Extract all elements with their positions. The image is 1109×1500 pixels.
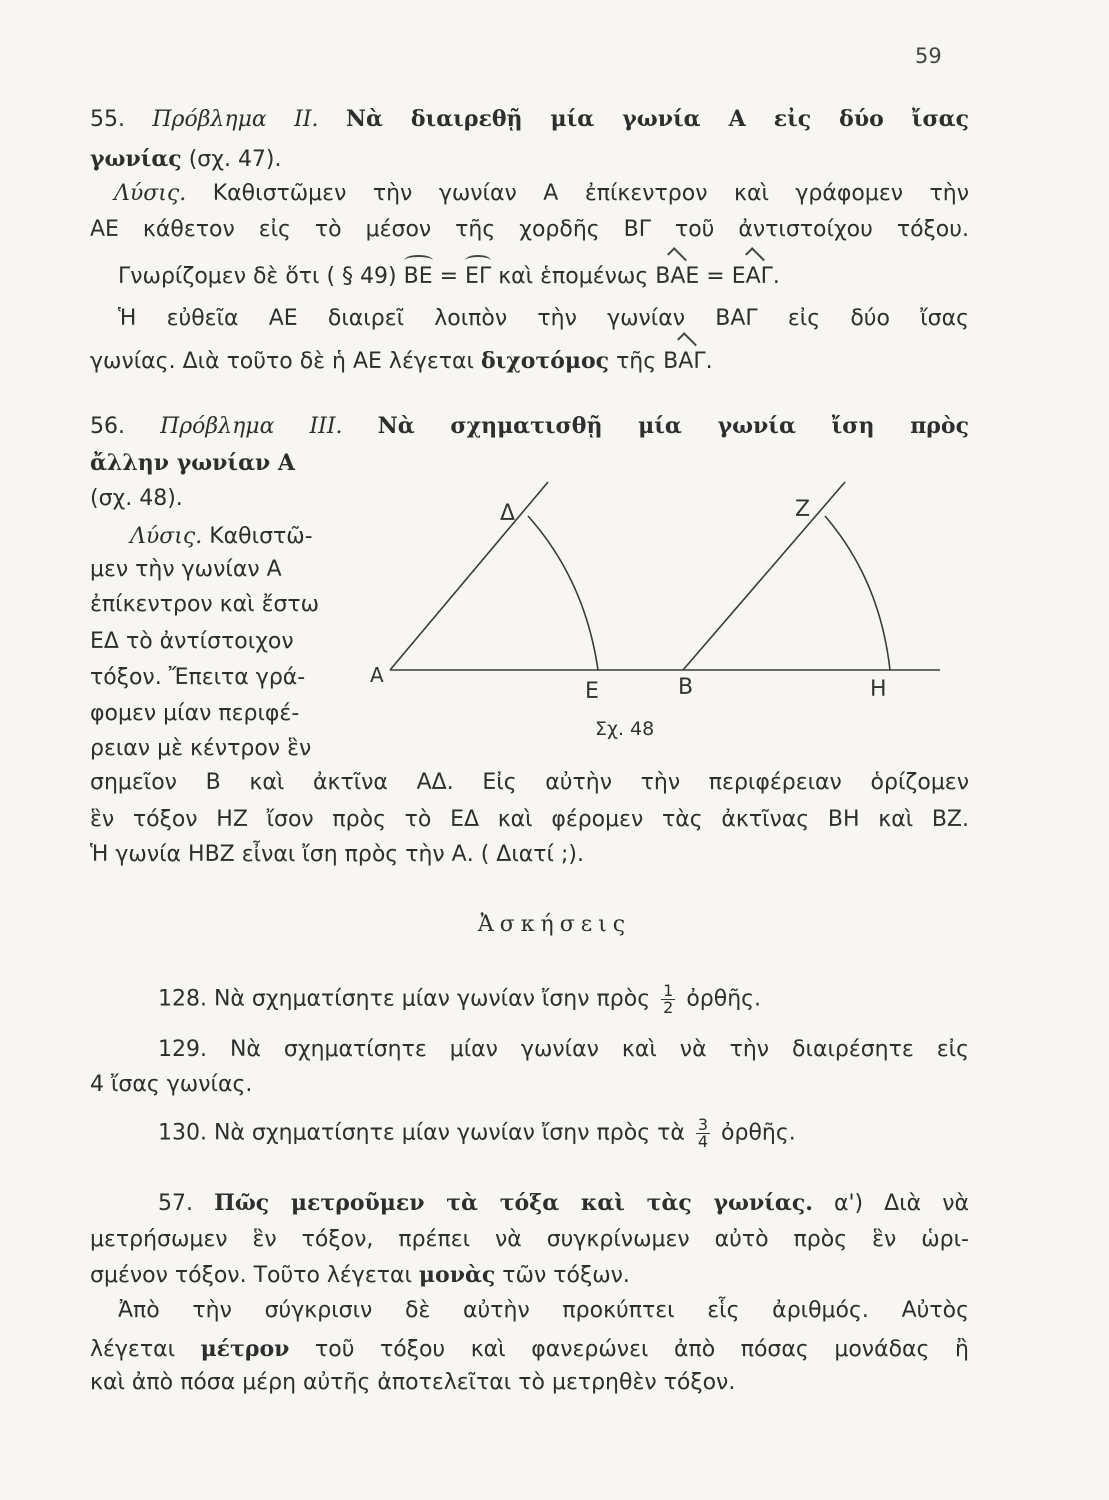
term-dichotomos: διχοτόμος (480, 348, 610, 374)
label-z: Ζ (795, 497, 811, 522)
sec55-text-5c: τῆς (616, 349, 657, 374)
sec57-text-1: α') Διὰ νὰ (833, 1191, 970, 1216)
exercise-130 (158, 1117, 969, 1150)
sec56-wrap-text-3: ἐπίκεντρον καὶ ἔστω (90, 592, 320, 617)
sec56-line9 (90, 805, 969, 835)
sec56-ref-line (90, 484, 183, 514)
sec57-text-5c: τοῦ τόξου καὶ φανερώνει ἀπὸ πόσας μονάδας ἢ (315, 1337, 969, 1362)
angle-eag: ΕΑΓ. (732, 262, 780, 292)
exercise-129-cont (90, 1070, 969, 1100)
fraction-one-half (661, 983, 675, 1016)
fraction-130-numerator: 3 (697, 1115, 709, 1134)
sec56-wrap-text-2: μεν τὴν γωνίαν Α (90, 557, 282, 582)
sec56-text-8: σημεῖον Β καὶ ἀκτῖνα ΑΔ. Εἰς αὐτὴν τὴν περιφέρειαν ὁρίζομεν (90, 770, 969, 795)
sec56-wrap5 (90, 663, 305, 693)
term-monas: μονὰς (418, 1262, 496, 1288)
exercise-128 (158, 983, 969, 1016)
exercise-129-cont-text: 4 ἴσας γωνίας. (90, 1072, 253, 1097)
exercise-128-text: 128. Νὰ σχηματίσητε μίαν γωνίαν ἴσην πρὸς (158, 986, 651, 1012)
ray-b-z (683, 482, 845, 670)
figure-caption: Σχ. 48 (595, 718, 655, 740)
arc-eg: ΕΓ (465, 262, 491, 292)
angle-bag: ΒΑΓ. (663, 347, 712, 377)
sec56-title-line (90, 411, 969, 442)
sec56-wrap4 (90, 627, 294, 657)
sec55-line5 (90, 346, 969, 377)
sec55-title-line (90, 104, 969, 135)
sec55-text-4: Ἡ εὐθεῖα ΑΕ διαιρεῖ λοιπὸν τὴν γωνίαν ΒΑΓ εἰς δύο ἴσας (118, 306, 969, 331)
ray-a-delta (390, 482, 548, 670)
label-b: Β (678, 675, 694, 700)
sec56-wrap1 (130, 522, 313, 552)
exercise-128-end: ὀρθῆς. (686, 986, 762, 1012)
sec55-line4 (118, 304, 969, 334)
sec57-line3 (90, 1260, 969, 1291)
sec56-line10 (90, 840, 969, 870)
label-delta: Δ (500, 501, 516, 526)
sec55-number: 55. (90, 107, 125, 132)
sec57-number: 57. (158, 1191, 193, 1216)
sec56-wrap-text-6: φομεν μίαν περιφέ- (90, 701, 300, 726)
arc-ed (528, 516, 598, 670)
fraction-three-quarters (696, 1117, 710, 1150)
sec57-text-3c: τῶν τόξων. (502, 1263, 630, 1288)
sec55-problem-label: Πρόβλημα ΙΙ. (152, 107, 319, 132)
exercises-heading: Ἀσκήσεις (477, 912, 632, 937)
sec56-number: 56. (90, 414, 125, 439)
sec57-text-3a: σμένον τόξον. Τοῦτο λέγεται (90, 1263, 412, 1288)
sec56-text-10: Ἡ γωνία ΗΒΖ εἶναι ἴση πρὸς τὴν Α. ( Διατί ;). (90, 842, 584, 867)
sec57-line2 (90, 1225, 969, 1255)
sec55-text-2: ΑΕ κάθετον εἰς τὸ μέσον τῆς χορδῆς ΒΓ τοῦ ἀντιστοίχου τόξου. (90, 217, 969, 242)
page-number: 59 (915, 44, 942, 68)
term-metron: μέτρον (200, 1336, 290, 1362)
sec57-line6 (90, 1368, 969, 1398)
label-a: Α (370, 663, 384, 687)
figure-48 (370, 470, 950, 750)
sec57-text-5a: λέγεται (90, 1337, 176, 1362)
sec56-title-cont: ἄλλην γωνίαν Α (90, 450, 296, 476)
sec57-text-4: Ἀπὸ τὴν σύγκρισιν δὲ αὐτὴν προκύπτει εἷς ἀριθμός. Αὐτὸς (118, 1298, 969, 1323)
exercise-130-text: 130. Νὰ σχηματίσητε μίαν γωνίαν ἴσην πρὸς τὰ (158, 1120, 685, 1146)
sec56-wrap6 (90, 699, 299, 729)
sec57-text-6: καὶ ἀπὸ πόσα μέρη αὐτῆς ἀποτελεῖται τὸ μετρηθὲν τόξον. (90, 1370, 736, 1395)
sec56-wrap3 (90, 590, 319, 620)
sec56-wrap2 (90, 555, 282, 585)
equals-1: = (439, 264, 459, 289)
sec56-wrap-text-5: τόξον. Ἔπειτα γρά- (90, 665, 306, 690)
angle-bae: ΒΑΕ (655, 262, 699, 292)
label-h: Η (870, 677, 887, 702)
sec55-line2 (90, 215, 969, 245)
sec56-wrap-text-7: ρειαν μὲ κέντρον ἓν (90, 736, 312, 761)
sec55-lysis-label: Λύσις. (114, 181, 187, 206)
arc-be: ΒΕ (404, 262, 433, 292)
sec55-line3 (118, 262, 969, 292)
sec57-title: Πῶς μετροῦμεν τὰ τόξα καὶ τὰς γωνίας. (214, 1190, 813, 1216)
label-e: Ε (585, 679, 599, 704)
sec55-line1 (114, 179, 969, 209)
equals-2: = (706, 264, 725, 289)
sec56-title: Νὰ σχηματισθῇ μία γωνία ἴση πρὸς (377, 413, 969, 439)
fraction-128-denominator: 2 (663, 998, 674, 1017)
sec56-problem-label: Πρόβλημα ΙΙΙ. (160, 414, 343, 439)
arc-hz (825, 516, 890, 670)
sec56-wrap-text-4: ΕΔ τὸ ἀντίστοιχον (90, 629, 294, 654)
sec56-text-9: ἓν τόξον ΗΖ ἴσον πρὸς τὸ ΕΔ καὶ φέρομεν τὰς ἀκτῖνας ΒΗ καὶ ΒΖ. (90, 807, 969, 832)
sec55-title: Νὰ διαιρεθῇ μία γωνία Α εἰς δύο ἴσας (345, 106, 969, 132)
exercise-129 (158, 1035, 969, 1065)
exercise-130-end: ὀρθῆς. (721, 1120, 796, 1146)
fraction-128-numerator: 1 (663, 981, 674, 1000)
sec56-line8 (90, 768, 969, 798)
sec56-lysis-label: Λύσις. (130, 524, 203, 549)
sec55-title-cont: γωνίας (90, 146, 182, 172)
sec56-wrap7 (90, 734, 311, 764)
sec55-text-5a: γωνίας. Διὰ τοῦτο δὲ ἡ ΑΕ λέγεται (90, 349, 474, 374)
fraction-130-denominator: 4 (697, 1132, 709, 1151)
sec55-fig-ref: (σχ. 47). (188, 147, 282, 172)
sec55-text-3a: Γνωρίζομεν δὲ ὅτι ( § 49) (118, 264, 397, 289)
sec57-text-2: μετρήσωμεν ἓν τόξον, πρέπει νὰ συγκρίνωμεν αὐτὸ πρὸς ἓν ὡρι- (90, 1227, 969, 1252)
sec57-title-line (158, 1188, 969, 1219)
sec56-wrap-text-1: Καθιστῶ- (209, 524, 313, 549)
sec55-text-3b: καὶ ἑπομένως (498, 264, 649, 289)
sec57-line5 (90, 1334, 969, 1365)
exercise-129-text: 129. Νὰ σχηματίσητε μίαν γωνίαν καὶ νὰ τὴν διαιρέσητε εἰς (158, 1037, 969, 1062)
sec57-line4 (118, 1296, 969, 1326)
sec55-text-1: Καθιστῶμεν τὴν γωνίαν Α ἐπίκεντρον καὶ γράφομεν τὴν (212, 181, 970, 206)
sec55-title-cont-line (90, 144, 969, 175)
sec56-fig-ref: (σχ. 48). (90, 486, 183, 511)
